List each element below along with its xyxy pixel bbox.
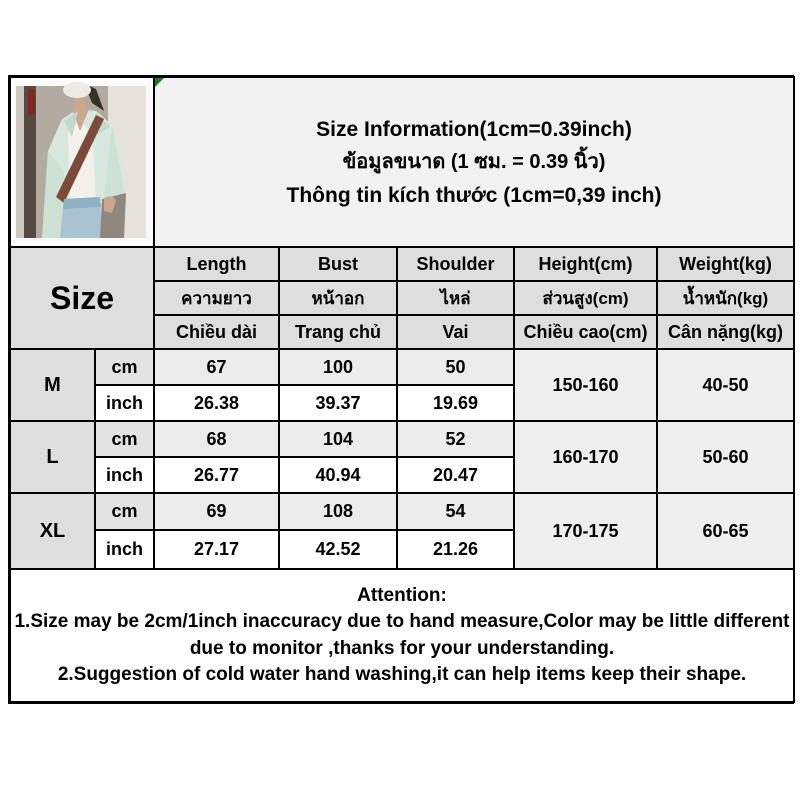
cell-l-cm-length: 68 [154, 421, 279, 457]
title-cell [154, 77, 794, 247]
cell-xl-inch-length: 27.17 [154, 530, 279, 569]
col-header-weight-vi: Cân nặng(kg) [657, 315, 794, 349]
col-header-bust-en: Bust [279, 247, 397, 281]
col-header-shoulder-th: ไหล่ [397, 281, 514, 315]
attention-note-1: 1.Size may be 2cm/1inch inaccuracy due to hand measure,Color may be little different due to monitor ,thanks for your understanding. [14, 611, 790, 659]
cell-m-cm-shoulder: 50 [397, 349, 514, 385]
cell-xl-height: 170-175 [514, 493, 657, 569]
size-header: Size [10, 247, 154, 349]
cell-l-height: 160-170 [514, 421, 657, 493]
unit-inch-l: inch [95, 457, 154, 493]
product-photo [11, 79, 151, 245]
col-header-weight-th: น้ำหนัก(kg) [657, 281, 794, 315]
cell-l-weight: 50-60 [657, 421, 794, 493]
unit-cm-l: cm [95, 421, 154, 457]
cell-m-cm-bust: 100 [279, 349, 397, 385]
size-table [9, 76, 795, 703]
col-header-length-en: Length [154, 247, 279, 281]
cell-xl-cm-bust: 108 [279, 493, 397, 530]
row-label-m: M [10, 349, 95, 421]
cell-xl-inch-shoulder: 21.26 [397, 530, 514, 569]
cell-corner-marker [155, 78, 164, 87]
content-box [8, 75, 794, 704]
unit-inch-m: inch [95, 385, 154, 421]
cell-m-inch-shoulder: 19.69 [397, 385, 514, 421]
col-header-bust-vi: Trang chủ [279, 315, 397, 349]
col-header-height-th: ส่วนสูง(cm) [514, 281, 657, 315]
cell-m-weight: 40-50 [657, 349, 794, 421]
cell-m-inch-bust: 39.37 [279, 385, 397, 421]
cell-l-cm-bust: 104 [279, 421, 397, 457]
cell-m-cm-length: 67 [154, 349, 279, 385]
cell-l-inch-bust: 40.94 [279, 457, 397, 493]
unit-cm-xl: cm [95, 493, 154, 530]
col-header-bust-th: หน้าอก [279, 281, 397, 315]
col-header-length-vi: Chiều dài [154, 315, 279, 349]
col-header-shoulder-vi: Vai [397, 315, 514, 349]
unit-cm-m: cm [95, 349, 154, 385]
title-english: Size Information(1cm=0.39inch) [316, 117, 632, 141]
cell-xl-cm-shoulder: 54 [397, 493, 514, 530]
col-header-height-vi: Chiều cao(cm) [514, 315, 657, 349]
col-header-weight-en: Weight(kg) [657, 247, 794, 281]
title-vietnamese: Thông tin kích thước (1cm=0,39 inch) [286, 183, 662, 207]
cell-xl-inch-bust: 42.52 [279, 530, 397, 569]
product-photo-illustration [12, 81, 150, 243]
unit-inch-xl: inch [95, 530, 154, 569]
col-header-shoulder-en: Shoulder [397, 247, 514, 281]
cell-xl-weight: 60-65 [657, 493, 794, 569]
attention-heading: Attention: [357, 584, 447, 606]
attention-section [10, 569, 794, 702]
row-label-l: L [10, 421, 95, 493]
cell-xl-cm-length: 69 [154, 493, 279, 530]
cell-m-inch-length: 26.38 [154, 385, 279, 421]
row-label-xl: XL [10, 493, 95, 569]
product-photo-cell [10, 77, 154, 247]
title-thai: ข้อมูลขนาด (1 ซม. = 0.39 นิ้ว) [342, 150, 606, 173]
attention-note-2: 2.Suggestion of cold water hand washing,it can help items keep their shape. [57, 664, 747, 685]
cell-l-inch-length: 26.77 [154, 457, 279, 493]
cell-l-inch-shoulder: 20.47 [397, 457, 514, 493]
cell-l-cm-shoulder: 52 [397, 421, 514, 457]
col-header-length-th: ความยาว [154, 281, 279, 315]
cell-m-height: 150-160 [514, 349, 657, 421]
col-header-height-en: Height(cm) [514, 247, 657, 281]
